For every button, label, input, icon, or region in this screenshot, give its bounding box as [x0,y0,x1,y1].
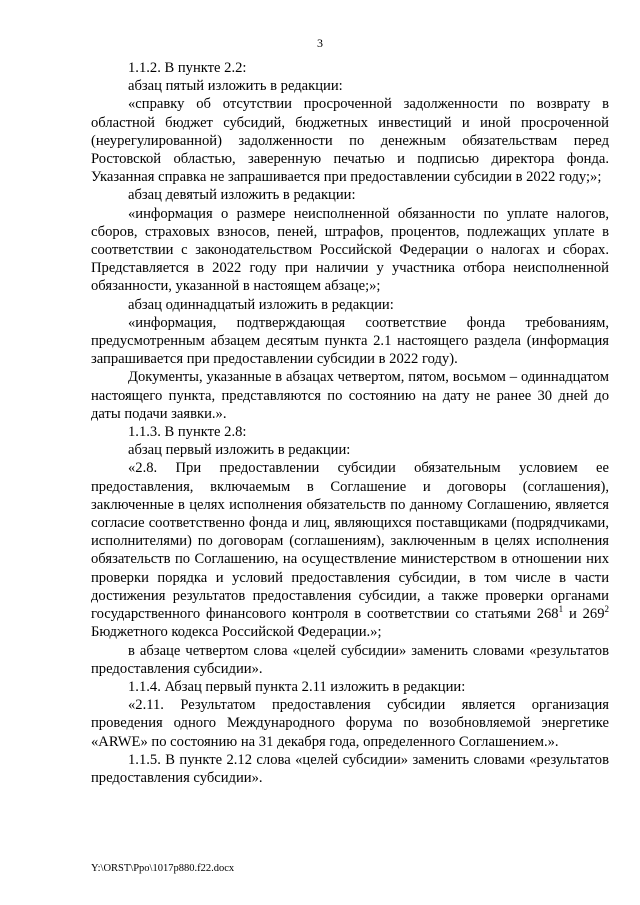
paragraph-2-8 [91,459,609,641]
paragraph-1-1-5: 1.1.5. В пункте 2.12 слова «целей субсидии» заменить словами «результатов предоставления субсидии». [91,751,609,786]
article-269: 269 [582,606,605,623]
paragraph-2-8-end: Бюджетного кодекса Российской Федерации.»; [91,624,382,641]
article-268: 268 [536,606,559,623]
paragraph-instruction-first: абзац первый изложить в редакции: [128,442,351,459]
paragraph-instruction-11: абзац одиннадцатый изложить в редакции: [128,296,394,313]
paragraph-1-1-2-heading: 1.1.2. В пункте 2.2: [128,60,247,76]
article-269-superscript: 2 [604,604,610,615]
paragraph-instruction-9: абзац девятый изложить в редакции: [128,187,356,204]
footer-file-path: Y:\ORST\Ppo\1017p880.f22.docx [91,863,235,874]
document-body [91,59,609,787]
paragraph-tax-info: «информация о размере неисполненной обязанности по уплате налогов, сборов, страховых взносов, пеней, штрафов, процентов, подлежащих уплате в соответствии с законодательством Российской Федерации о налогах и сборах. Представляется в 2022 году при наличии у участника отбора неисполненной обязанности, указанной в настоящем абзаце;»; [91,205,609,295]
paragraph-2-11: «2.11. Результатом предоставления субсидии является организация проведения одного Международного форума по возобновляемой энергетике «ARWE» по состоянию на 31 декабря года, определенного Соглашением.». [91,697,609,750]
page-number: 3 [317,36,323,50]
paragraph-2-8-text: «2.8. При предоставлении субсидии обязательным условием ее предоставления, включаемым в Соглашение и договоры (соглашения), заключенные в целях исполнения обязательств по данному Соглашению, является согласие соответственно фонда и лиц, являющихся поставщиками (подрядчиками, исполнителями) по договорам (соглашениям), заключенным в целях исполнения обязательств по Соглашению, на осуществление министерством в отношении них проверки порядка и условий предоставления субсидии, в том числе в части достижения результатов предоставления субсидии, а также проверки органами государственного финансового контроля в соответствии со статьями [91,460,609,623]
paragraph-1-1-3-heading: 1.1.3. В пункте 2.8: [128,424,247,441]
conjunction: и [563,606,583,623]
paragraph-1-1-4-heading: 1.1.4. Абзац первый пункта 2.11 изложить в редакции: [128,678,466,695]
paragraph-instruction-5: абзац пятый изложить в редакции: [128,78,343,95]
article-268-superscript: 1 [558,604,564,615]
paragraph-compliance-info: «информация, подтверждающая соответствие фонда требованиям, предусмотренным абзацем десятым пункта 2.1 настоящего раздела (информация запрашивается при предоставлении субсидии в 2022 году). [91,314,609,368]
paragraph-replace-words: в абзаце четвертом слова «целей субсидии» заменить словами «результатов предоставления субсидии». [91,642,609,677]
paragraph-certificate: «справку об отсутствии просроченной задолженности по возврату в областной бюджет субсидий, бюджетных инвестиций и иной просроченной (неурегулированной) задолженности по денежным обязательствам перед Ростовской областью, заверенную печатью и подписью директора фонда. Указанная справка не запрашивается при предоставлении субсидии в 2022 году;»; [91,96,609,186]
paragraph-documents: Документы, указанные в абзацах четвертом, пятом, восьмом – одиннадцатом настоящего пункта, представляются по состоянию на дату не ранее 30 дней до даты подачи заявки.». [91,369,609,422]
